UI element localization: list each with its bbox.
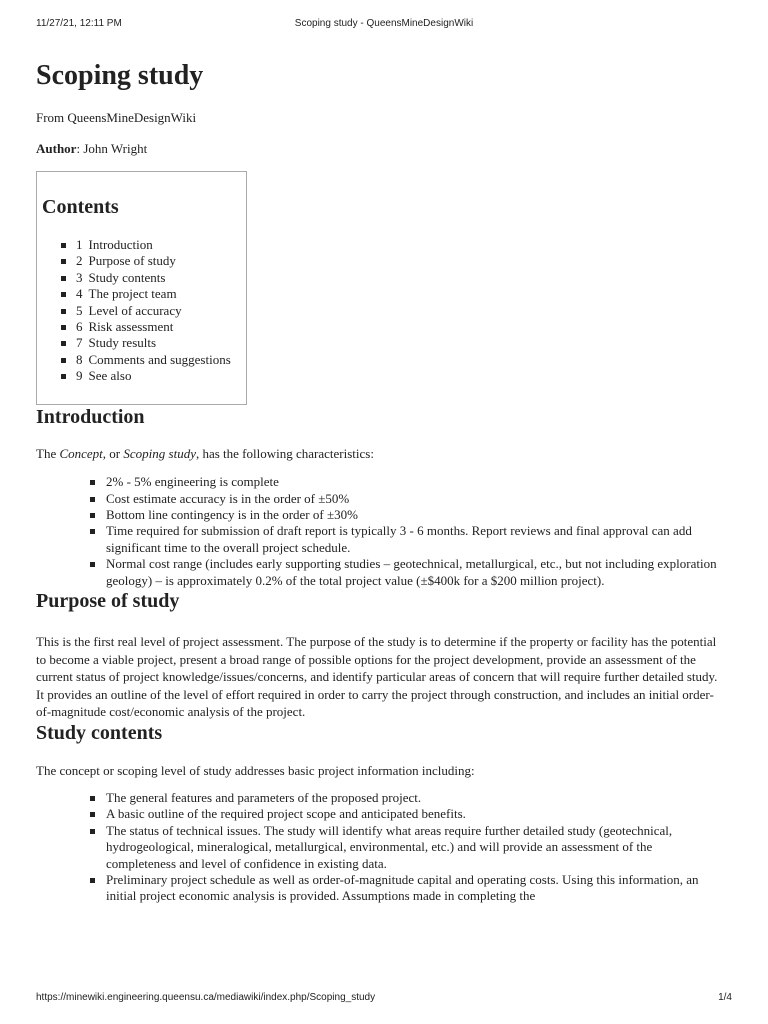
toc-item-number: 2 <box>76 253 83 269</box>
print-header <box>36 18 732 32</box>
list-item-text: A basic outline of the required project scope and anticipated benefits. <box>106 806 466 822</box>
toc-item-number: 4 <box>76 286 83 302</box>
toc-item-label[interactable]: Level of accuracy <box>88 302 182 318</box>
bullet-icon <box>90 796 95 801</box>
toc-item-number: 8 <box>76 351 83 367</box>
purpose-paragraph: This is the first real level of project assessment. The purpose of the study is to determine if the property or facility has the potential to become a viable project, present a broad range of possible options for the project development, provide an assessment of the current status of project knowledge/issues/concerns, and identify particular areas of concern that will require further detailed study. It provides an outline of the level of effort required in order to carry the project through construction, and includes an initial order-of-magnitude cost/economic analysis of the project. <box>36 634 718 719</box>
bullet-icon <box>90 829 95 834</box>
toc-item-study-contents[interactable] <box>42 270 246 286</box>
article-page <box>36 52 722 982</box>
list-item-text: Preliminary project schedule as well as order-of-magnitude capital and operating costs. Using this information, an initial project economic analysis is provided. Assumptions made in completing the <box>106 872 699 904</box>
toc-item-number: 1 <box>76 237 83 252</box>
scoping-term: Scoping study <box>123 445 196 461</box>
intro-text: or <box>106 445 124 461</box>
list-item-text: 2% - 5% engineering is complete <box>106 474 279 490</box>
toc-item-introduction[interactable] <box>42 237 246 253</box>
bullet-icon <box>90 562 95 567</box>
toc-item-number: 7 <box>76 335 83 351</box>
author-label: Author <box>36 140 77 156</box>
list-item <box>36 823 722 872</box>
toc-item-label[interactable]: Study results <box>88 335 157 351</box>
intro-text: , has the following characteristics: <box>195 445 374 461</box>
toc-item-label[interactable]: The project team <box>88 286 177 302</box>
print-datetime: 11/27/21, 12:11 PM <box>36 18 122 29</box>
toc-item-risk-assessment[interactable] <box>42 319 246 335</box>
bullet-icon <box>61 374 66 379</box>
study-contents-intro: The concept or scoping level of study addresses basic project information including: <box>36 762 475 778</box>
list-item <box>36 523 722 556</box>
toc-heading: Contents <box>42 196 119 218</box>
toc-item-number: 5 <box>76 302 83 318</box>
table-of-contents <box>36 171 247 405</box>
toc-item-label[interactable]: See also <box>88 368 132 384</box>
intro-text: The <box>36 445 60 461</box>
bullet-icon <box>61 292 66 297</box>
list-item-text: The status of technical issues. The study will identify what areas require further detailed study (geotechnical, hydrogeological, mineralogical, metallurgical, environmental, etc.) and will provide an assessment of the completeness and level of confidence in existing data. <box>106 822 673 871</box>
list-item <box>36 474 722 490</box>
toc-item-level-of-accuracy[interactable] <box>42 303 246 319</box>
bullet-icon <box>90 529 95 534</box>
bullet-icon <box>90 497 95 502</box>
bullet-icon <box>61 259 66 264</box>
list-item-text: The general features and parameters of the proposed project. <box>106 790 422 805</box>
site-subtitle: From QueensMineDesignWiki <box>36 110 197 125</box>
introduction-characteristics-list <box>36 474 722 589</box>
bullet-icon <box>61 276 66 281</box>
toc-item-number: 9 <box>76 368 83 384</box>
bullet-icon <box>90 812 95 817</box>
bullet-icon <box>61 358 66 363</box>
study-contents-list <box>36 790 722 905</box>
concept-term: Concept, <box>59 445 107 461</box>
toc-item-comments-and-suggestions[interactable] <box>42 352 246 368</box>
list-item <box>36 556 722 589</box>
toc-item-label[interactable]: Comments and suggestions <box>88 351 231 367</box>
print-url: https://minewiki.engineering.queensu.ca/mediawiki/index.php/Scoping_study <box>36 992 376 1003</box>
list-item-text: Time required for submission of draft report is typically 3 - 6 months. Report reviews and final approval can add significant time to the overall project schedule. <box>106 523 692 555</box>
list-item <box>36 872 722 905</box>
toc-item-label[interactable]: Purpose of study <box>88 253 176 269</box>
list-item-text: Cost estimate accuracy is in the order of ±50% <box>106 490 350 506</box>
bullet-icon <box>61 309 66 314</box>
bullet-icon <box>90 480 95 485</box>
section-heading-study-contents: Study contents <box>36 721 163 744</box>
toc-item-the-project-team[interactable] <box>42 286 246 302</box>
list-item <box>36 806 722 822</box>
section-heading-purpose: Purpose of study <box>36 590 180 612</box>
toc-item-see-also[interactable] <box>42 368 246 384</box>
toc-item-label[interactable]: Introduction <box>88 237 153 252</box>
print-page-title: Scoping study - QueensMineDesignWiki <box>294 18 474 29</box>
toc-item-purpose-of-study[interactable] <box>42 253 246 269</box>
section-heading-introduction: Introduction <box>36 405 145 428</box>
toc-item-study-results[interactable] <box>42 335 246 351</box>
bullet-icon <box>90 878 95 883</box>
list-item <box>36 507 722 523</box>
list-item <box>36 790 722 806</box>
bullet-icon <box>90 513 95 518</box>
author-name: : John Wright <box>76 140 148 156</box>
toc-item-number: 6 <box>76 319 83 335</box>
toc-item-number: 3 <box>76 269 83 285</box>
bullet-icon <box>61 341 66 346</box>
author-line <box>36 141 722 158</box>
bullet-icon <box>61 243 66 248</box>
list-item-text: Bottom line contingency is in the order of ±30% <box>106 506 358 522</box>
bullet-icon <box>61 325 66 330</box>
toc-item-label[interactable]: Risk assessment <box>88 319 174 335</box>
toc-item-label[interactable]: Study contents <box>88 269 166 285</box>
toc-list <box>42 237 246 385</box>
print-footer <box>36 992 732 1006</box>
list-item-text: Normal cost range (includes early supporting studies – geotechnical, metallurgical, etc., but not including exploration geology) – is approximately 0.2% of the total project value (±$400k for a $200 million project). <box>106 556 717 588</box>
print-page-number: 1/4 <box>718 992 732 1003</box>
list-item <box>36 491 722 507</box>
introduction-paragraph <box>36 446 722 463</box>
page-title: Scoping study <box>36 60 204 91</box>
